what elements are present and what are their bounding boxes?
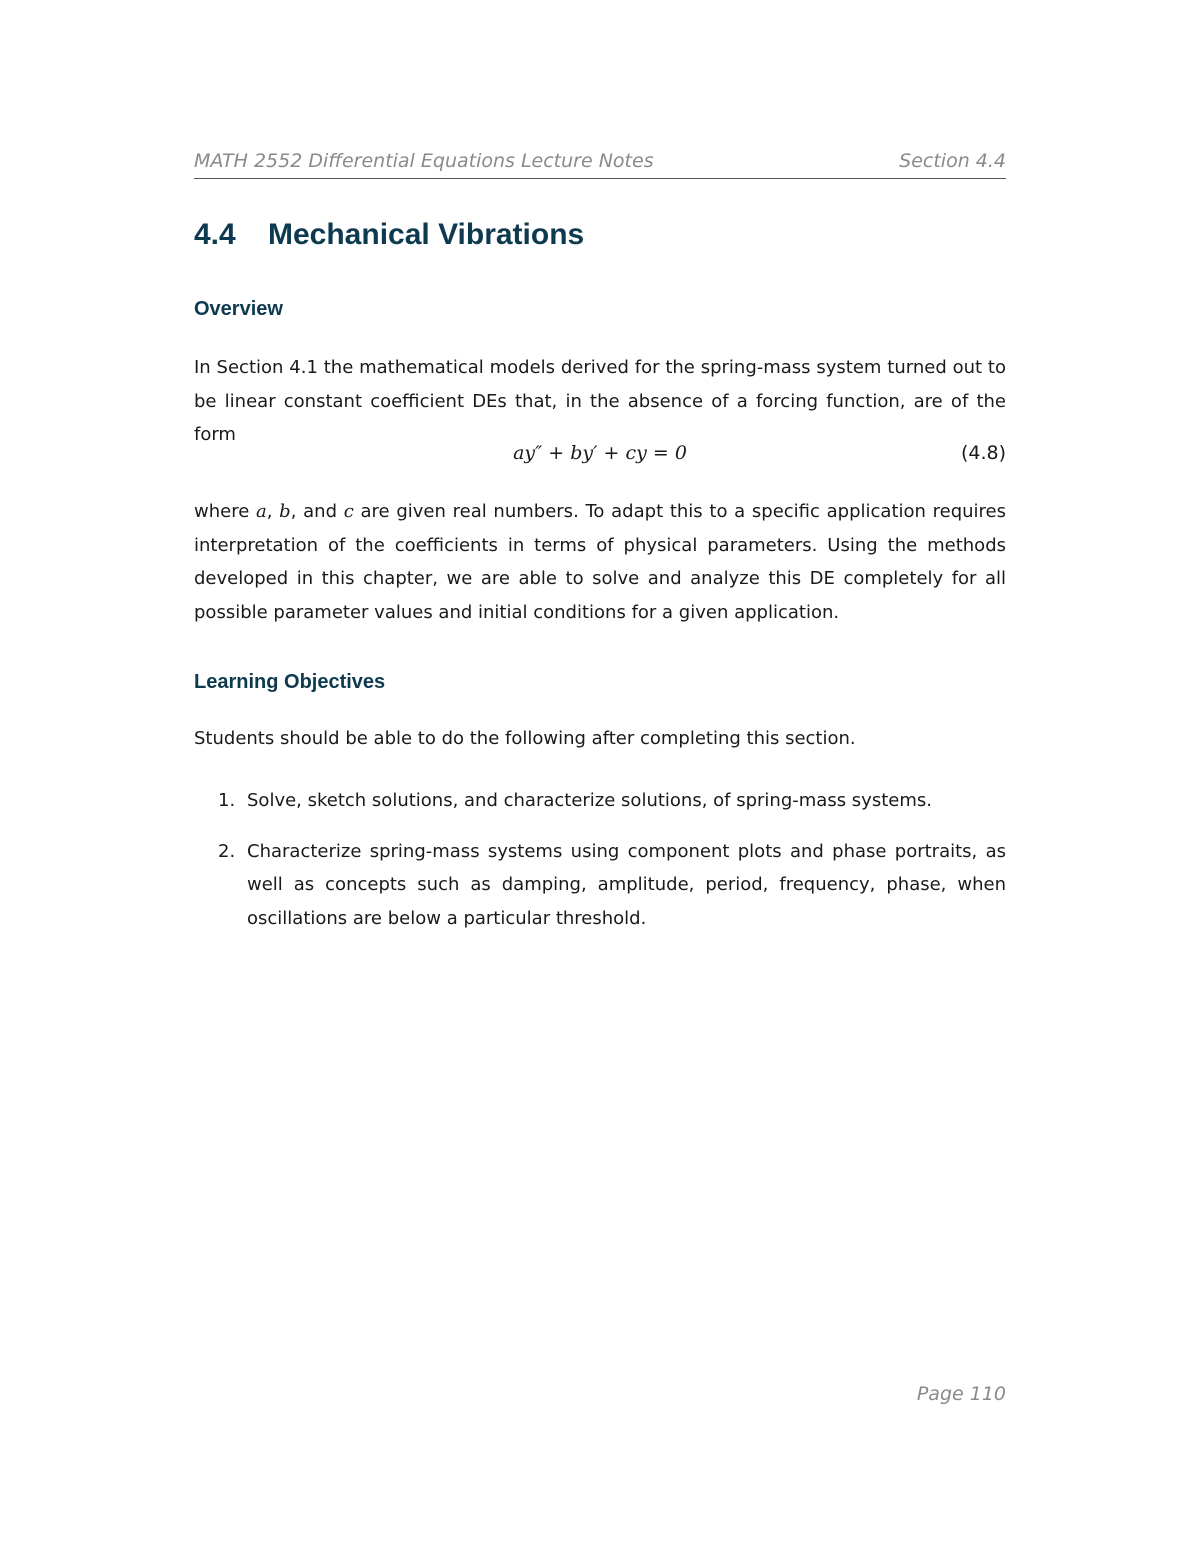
course-title: MATH 2552 Differential Equations Lecture Notes — [194, 150, 654, 172]
var-b: b — [279, 501, 291, 522]
list-item-text: Solve, sketch solutions, and characterize solutions, of spring-mass systems. — [247, 790, 932, 811]
equation: ay″ + by′ + cy = 0 — [513, 442, 687, 464]
section-title-text: Mechanical Vibrations — [268, 218, 585, 251]
equation-block — [194, 442, 1006, 474]
page-number: Page 110 — [916, 1383, 1006, 1405]
objectives-list — [194, 784, 1006, 952]
para2-rest: are given real numbers. To adapt this to a specific application requires interpretation of the coefficients in terms of physical parameters. Using the methods developed in this chapter, we are able to solve and analyze this DE completely for all possible parameter values and initial conditions for a given application. — [194, 501, 1006, 623]
var-c: c — [343, 501, 354, 522]
section-reference: Section 4.4 — [899, 150, 1006, 172]
para2-sep-1: , — [266, 501, 280, 522]
list-marker: 1. — [218, 790, 236, 811]
list-item — [194, 784, 1006, 818]
para2-sep-2: , and — [290, 501, 344, 522]
running-header — [194, 150, 1006, 179]
overview-paragraph-2 — [194, 495, 1006, 629]
para2-where: where — [194, 501, 256, 522]
list-item-text: Characterize spring-mass systems using component plots and phase portraits, as well as concepts such as damping, amplitude, period, frequency, phase, when oscillations are below a particular threshold. — [247, 840, 1006, 929]
objectives-intro: Students should be able to do the following after completing this section. — [194, 728, 856, 749]
overview-paragraph-1: In Section 4.1 the mathematical models derived for the spring-mass system turned out to be linear constant coefficient DEs that, in the absence of a forcing function, are of the form — [194, 357, 1006, 445]
equation-label: (4.8) — [960, 442, 1006, 464]
overview-heading: Overview — [194, 298, 283, 320]
document-page — [194, 0, 1006, 1553]
learning-objectives-heading: Learning Objectives — [194, 671, 386, 693]
var-a: a — [256, 501, 267, 522]
list-marker: 2. — [218, 840, 236, 862]
list-item — [194, 835, 1006, 936]
section-number: 4.4 — [194, 218, 236, 251]
section-title — [194, 218, 584, 252]
